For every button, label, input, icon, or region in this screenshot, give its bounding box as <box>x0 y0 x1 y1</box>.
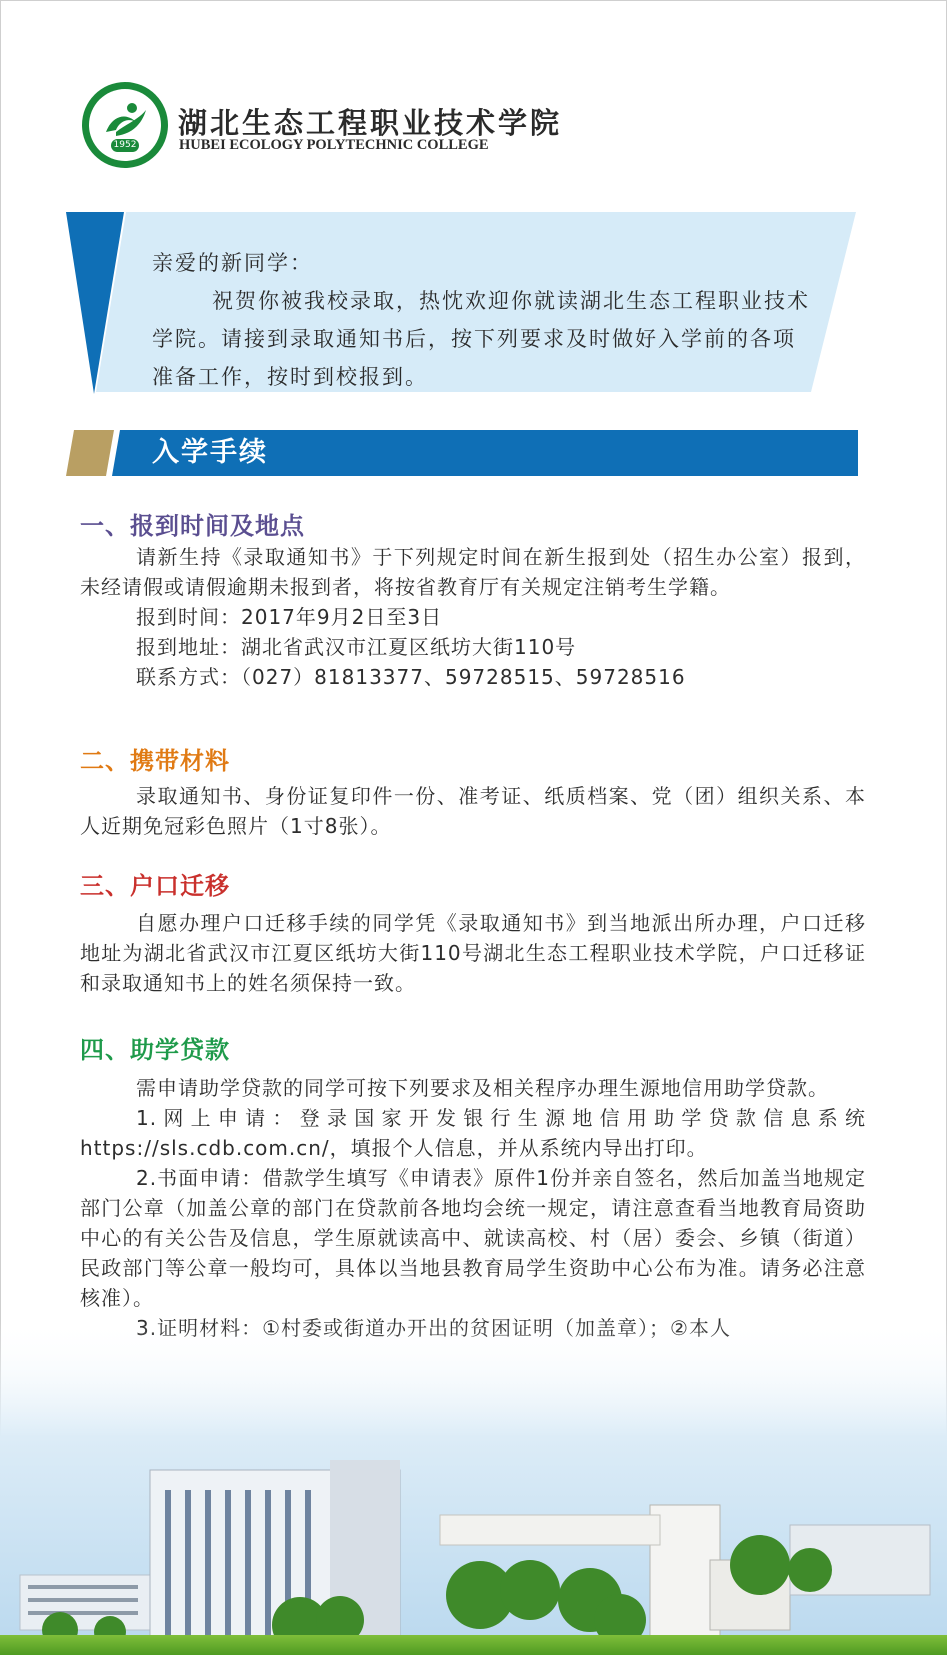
loan-text: 需申请助学贷款的同学可按下列要求及相关程序办理生源地信用助学贷款。 <box>136 1076 829 1100</box>
loan-item-written: 2.书面申请：借款学生填写《申请表》原件1份并亲自签名，然后加盖当地规定部门公章（加盖公章的部门在贷款前各地均会统一规定，请注意查看当地教育局资助中心的有关公告及信息，学生原就读高中、就读高校、村（居）委会、乡镇（街道）民政部门等公章一般均可，具体以当地县教育局学生资助中心公布为准。请务必注意核准）。 <box>80 1166 866 1310</box>
swan-emblem-icon <box>82 82 168 168</box>
registration-text: 请新生持《录取通知书》于下列规定时间在新生报到处（招生办公室）报到，未经请假或请假逾期未报到者，将按省教育厅有关规定注销考生学籍。 <box>80 545 866 599</box>
section-body-loan <box>80 1073 866 1343</box>
greeting-letter <box>152 244 812 396</box>
greeting-salutation: 亲爱的新同学： <box>152 251 313 275</box>
banner-gold-accent <box>66 430 114 476</box>
campus-photo <box>0 1320 947 1655</box>
materials-text: 录取通知书、身份证复印件一份、准考证、纸质档案、党（团）组织关系、本人近期免冠彩色照片（1寸8张）。 <box>80 784 866 838</box>
section-body-materials <box>80 781 866 841</box>
registration-time: 报到时间：2017年9月2日至3日 <box>136 605 443 629</box>
seal-year: 1952 <box>111 139 139 152</box>
banner-title: 入学手续 <box>152 437 268 468</box>
registration-address: 报到地址：湖北省武汉市江夏区纸坊大街110号 <box>136 635 577 659</box>
college-name-chinese: 湖北生态工程职业技术学院 <box>178 106 563 140</box>
section-body-household <box>80 908 866 998</box>
college-name-english: HUBEI ECOLOGY POLYTECHNIC COLLEGE <box>179 137 489 153</box>
registration-contact: 联系方式：（027）81813377、59728515、59728516 <box>136 665 686 689</box>
loan-item-online: 1.网上申请：登录国家开发银行生源地信用助学贷款信息系统https://sls.cdb.com.cn/，填报个人信息，并从系统内导出打印。 <box>80 1106 866 1160</box>
household-text: 自愿办理户口迁移手续的同学凭《录取通知书》到当地派出所办理，户口迁移地址为湖北省武汉市江夏区纸坊大街110号湖北生态工程职业技术学院，户口迁移证和录取通知书上的姓名须保持一致。 <box>80 911 866 995</box>
section-body-registration <box>80 542 866 692</box>
section-title-registration: 一、报到时间及地点 <box>80 512 305 540</box>
section-title-materials: 二、携带材料 <box>80 747 230 775</box>
greeting-message: 祝贺你被我校录取，热忱欢迎你就读湖北生态工程职业技术学院。请接到录取通知书后，按下列要求及时做好入学前的各项准备工作，按时到校报到。 <box>152 289 810 389</box>
section-title-loan: 四、助学贷款 <box>80 1036 230 1064</box>
college-seal-logo <box>82 82 168 168</box>
section-title-household: 三、户口迁移 <box>80 872 230 900</box>
